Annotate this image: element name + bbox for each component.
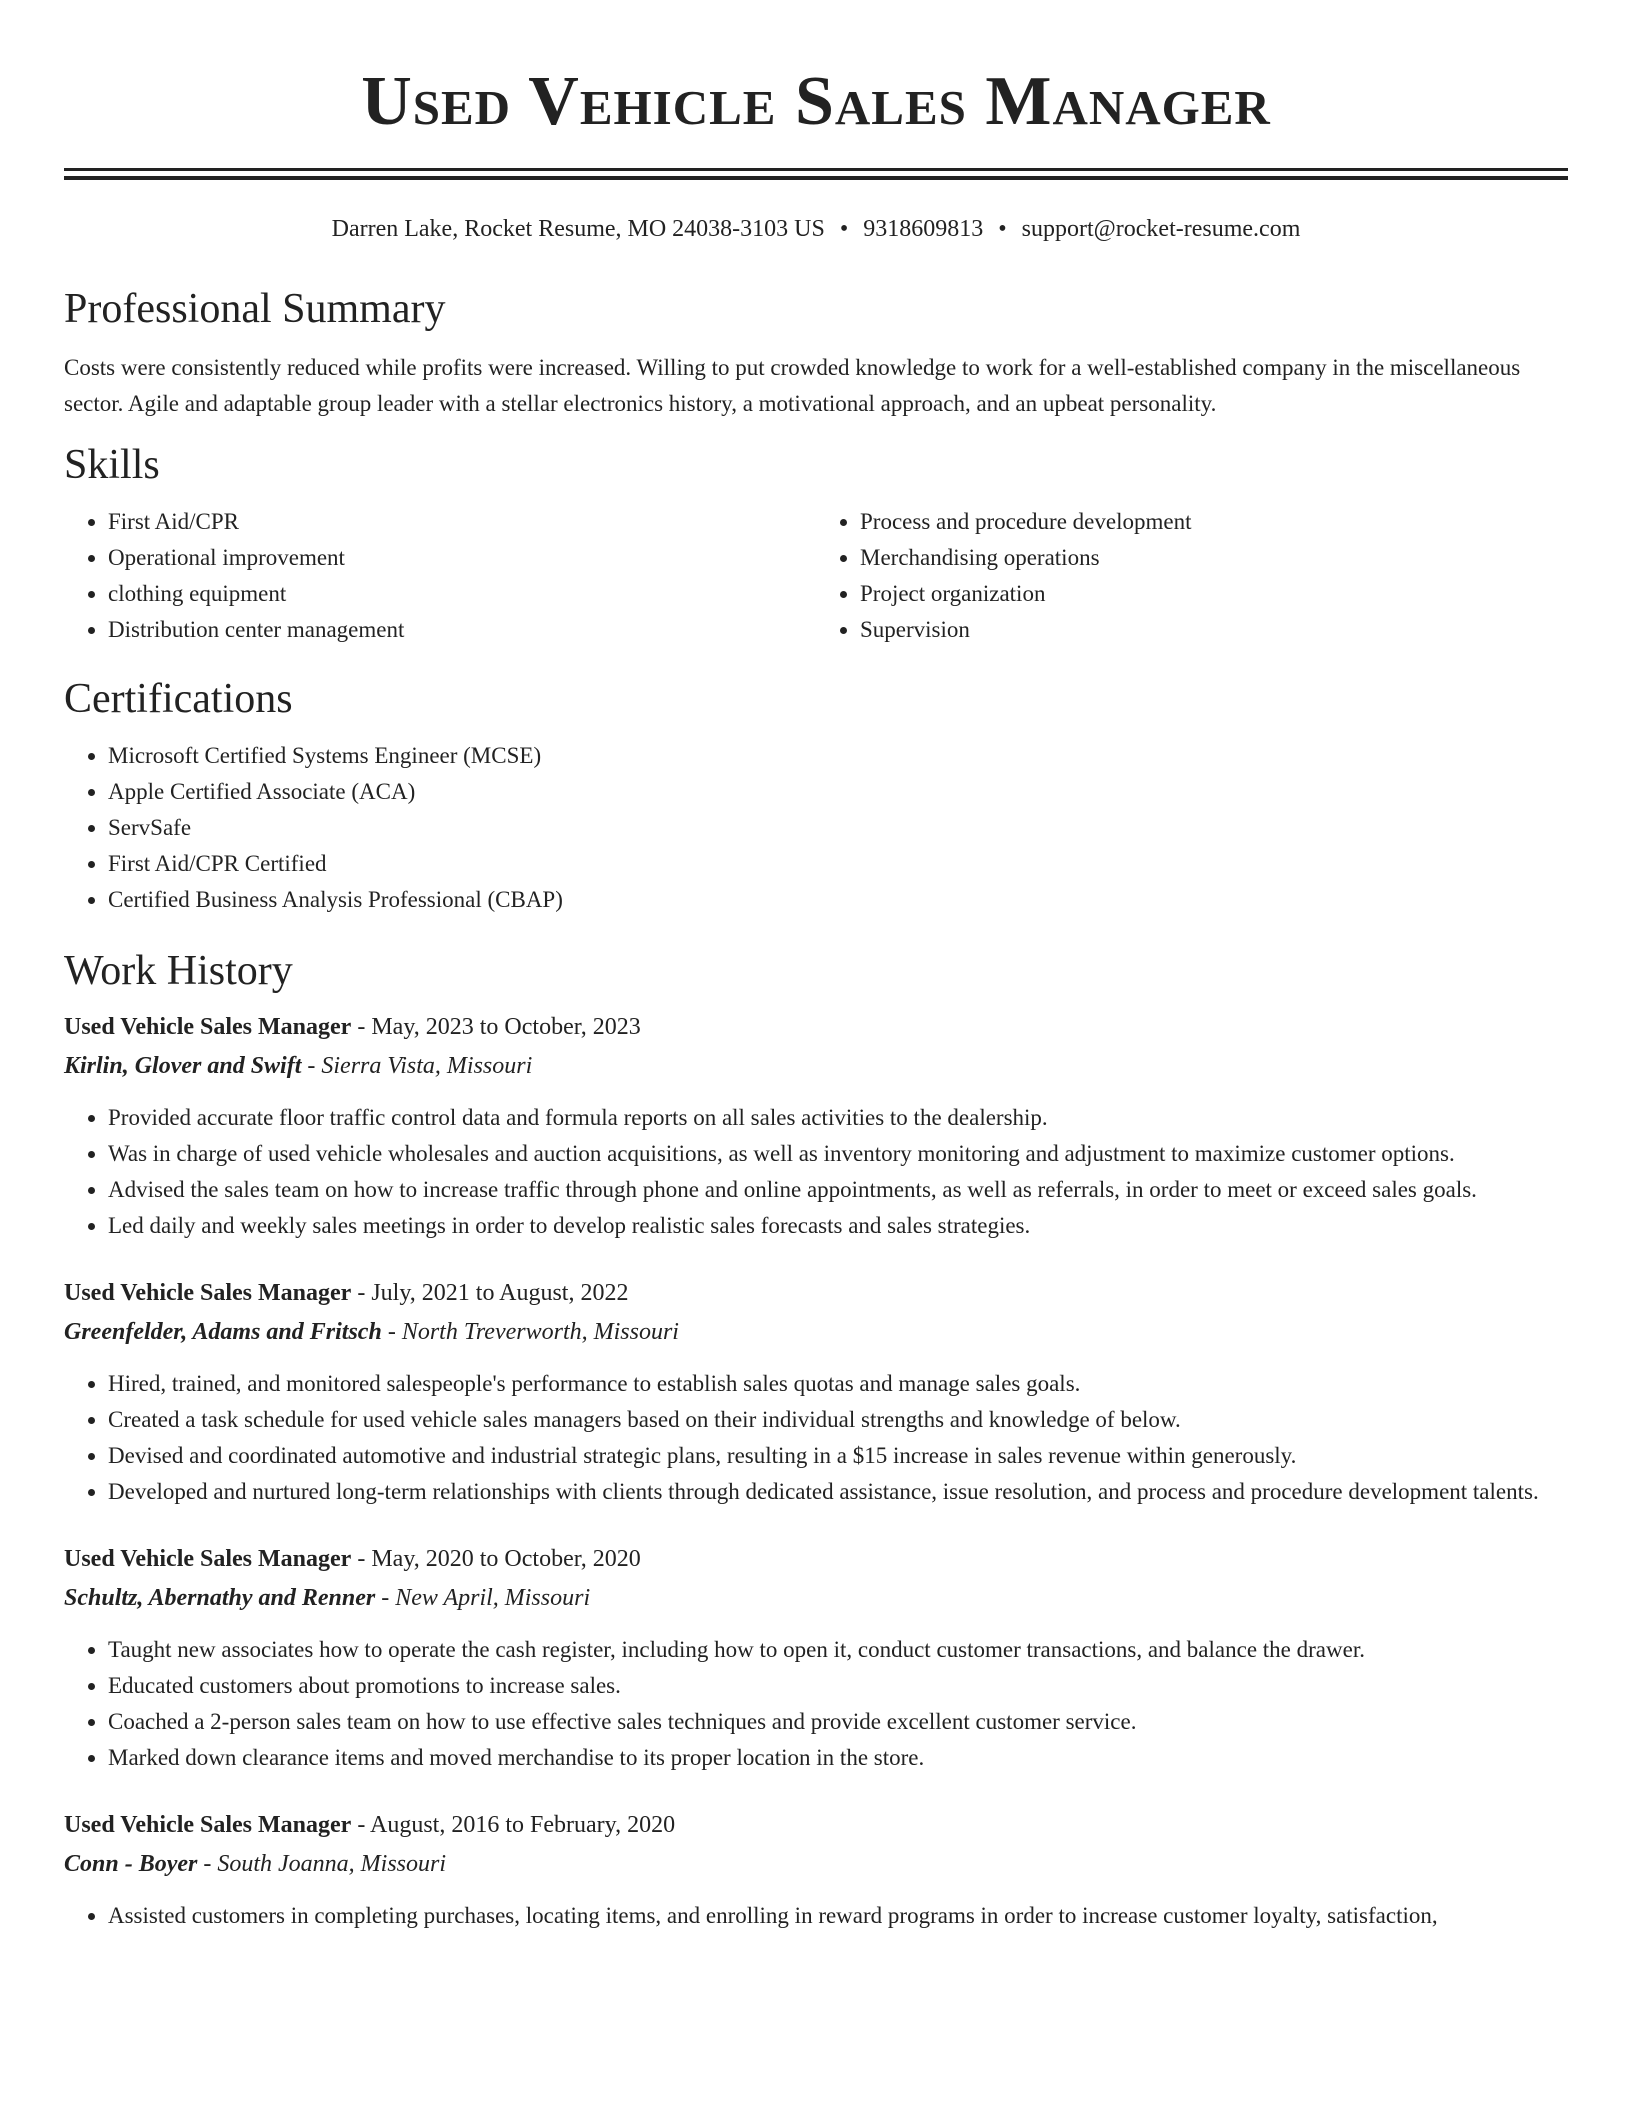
- title-rule-bottom: [64, 176, 1568, 180]
- job-bullet: • Marked down clearance items and moved merchandise to its proper location in the store.: [108, 1740, 1568, 1776]
- job-bullet: • Provided accurate floor traffic control data and formula reports on all sales activities to the dealership.: [108, 1100, 1568, 1136]
- certifications-heading: Certifications: [64, 676, 293, 722]
- skill-item: • Project organization: [860, 576, 1568, 612]
- job-header: Used Vehicle Sales Manager - July, 2021 to August, 2022: [64, 1280, 629, 1306]
- job-entry: [64, 1008, 1568, 1244]
- skill-item: • Merchandising operations: [860, 540, 1568, 576]
- skills-right-list: [816, 504, 1568, 648]
- certification-item: • ServSafe: [108, 810, 1568, 846]
- job-bullet: • Educated customers about promotions to increase sales.: [108, 1668, 1568, 1704]
- contact-separator: •: [998, 216, 1007, 242]
- job-entry: [64, 1540, 1568, 1776]
- job-role: Used Vehicle Sales Manager: [64, 1546, 352, 1572]
- job-bullet: • Created a task schedule for used vehicle sales managers based on their individual strengths and knowledge of below.: [108, 1402, 1568, 1438]
- job-bullets: [64, 1100, 1568, 1244]
- job-company: Conn - Boyer: [64, 1851, 198, 1877]
- job-company-line: Conn - Boyer - South Joanna, Missouri: [64, 1851, 447, 1877]
- job-company-line: Greenfelder, Adams and Fritsch - North Treverworth, Missouri: [64, 1319, 679, 1345]
- job-role: Used Vehicle Sales Manager: [64, 1280, 352, 1306]
- job-bullet: • Was in charge of used vehicle wholesales and auction acquisitions, as well as inventory monitoring and adjustment to maximize customer options.: [108, 1136, 1568, 1172]
- skills-left-list: [64, 504, 816, 648]
- job-entry: [64, 1274, 1568, 1510]
- resume-page: [64, 0, 1568, 1934]
- job-dates: May, 2020 to October, 2020: [371, 1546, 641, 1572]
- certifications-list: [64, 738, 1568, 918]
- job-dates: August, 2016 to February, 2020: [370, 1812, 676, 1838]
- job-company: Kirlin, Glover and Swift: [64, 1053, 302, 1079]
- job-bullet: • Hired, trained, and monitored salespeople's performance to establish sales quotas and manage sales goals.: [108, 1366, 1568, 1402]
- contact-line: [64, 214, 1568, 244]
- job-dates: July, 2021 to August, 2022: [371, 1280, 629, 1306]
- certification-item: • First Aid/CPR Certified: [108, 846, 1568, 882]
- job-header: Used Vehicle Sales Manager - May, 2023 to October, 2023: [64, 1014, 641, 1040]
- job-bullet: • Led daily and weekly sales meetings in order to develop realistic sales forecasts and sales strategies.: [108, 1208, 1568, 1244]
- certification-item: • Certified Business Analysis Professional (CBAP): [108, 882, 1568, 918]
- skill-item: • Distribution center management: [108, 612, 816, 648]
- job-bullet: • Taught new associates how to operate the cash register, including how to open it, conduct customer transactions, and balance the drawer.: [108, 1632, 1568, 1668]
- certification-item: • Apple Certified Associate (ACA): [108, 774, 1568, 810]
- summary-heading: Professional Summary: [64, 286, 446, 332]
- job-header: Used Vehicle Sales Manager - August, 2016 to February, 2020: [64, 1812, 676, 1838]
- job-location: South Joanna, Missouri: [217, 1851, 447, 1877]
- work-history-heading: Work History: [64, 948, 293, 994]
- title-rule-top: [64, 168, 1568, 171]
- job-bullet: • Coached a 2-person sales team on how to use effective sales techniques and provide excellent customer service.: [108, 1704, 1568, 1740]
- job-location: North Treverworth, Missouri: [401, 1319, 679, 1345]
- job-company: Schultz, Abernathy and Renner: [64, 1585, 376, 1611]
- job-bullet: • Developed and nurtured long-term relationships with clients through dedicated assistance, issue resolution, and process and procedure development talents.: [108, 1474, 1568, 1510]
- job-bullets: [64, 1366, 1568, 1510]
- resume-title: Used Vehicle Sales Manager: [361, 63, 1271, 140]
- certification-item: • Microsoft Certified Systems Engineer (MCSE): [108, 738, 1568, 774]
- job-entry: [64, 1806, 1568, 1934]
- skill-item: • Supervision: [860, 612, 1568, 648]
- job-dates: May, 2023 to October, 2023: [371, 1014, 641, 1040]
- job-location: Sierra Vista, Missouri: [321, 1053, 533, 1079]
- job-location: New April, Missouri: [395, 1585, 591, 1611]
- job-bullets: [64, 1632, 1568, 1776]
- job-bullet: • Devised and coordinated automotive and industrial strategic plans, resulting in a $15 increase in sales revenue within generously.: [108, 1438, 1568, 1474]
- contact-separator: •: [839, 216, 849, 242]
- skill-item: • clothing equipment: [108, 576, 816, 612]
- job-bullet: • Assisted customers in completing purchases, locating items, and enrolling in reward programs in order to increase customer loyalty, satisfaction,: [108, 1898, 1568, 1934]
- job-bullet: • Advised the sales team on how to increase traffic through phone and online appointments, as well as referrals, in order to meet or exceed sales goals.: [108, 1172, 1568, 1208]
- skill-item: • Operational improvement: [108, 540, 816, 576]
- skills-heading: Skills: [64, 442, 160, 488]
- contact-address: Darren Lake, Rocket Resume, MO 24038-3103 US: [331, 216, 825, 242]
- job-header: Used Vehicle Sales Manager - May, 2020 to October, 2020: [64, 1546, 641, 1572]
- contact-email: support@rocket-resume.com: [1021, 216, 1301, 242]
- skill-item: • Process and procedure development: [860, 504, 1568, 540]
- summary-text: Costs were consistently reduced while profits were increased. Willing to put crowded knowledge to work for a well-established company in the miscellaneous sector. Agile and adaptable group leader with a stellar electronics history, a motivational approach, and an upbeat personality.: [64, 355, 1521, 416]
- job-company: Greenfelder, Adams and Fritsch: [64, 1319, 382, 1345]
- job-company-line: Schultz, Abernathy and Renner - New April, Missouri: [64, 1585, 591, 1611]
- skill-item: • First Aid/CPR: [108, 504, 816, 540]
- job-role: Used Vehicle Sales Manager: [64, 1812, 352, 1838]
- contact-phone: 9318609813: [863, 216, 984, 242]
- job-bullets: [64, 1898, 1568, 1934]
- job-role: Used Vehicle Sales Manager: [64, 1014, 352, 1040]
- skills-columns: [64, 504, 1568, 648]
- job-company-line: Kirlin, Glover and Swift - Sierra Vista, Missouri: [64, 1053, 533, 1079]
